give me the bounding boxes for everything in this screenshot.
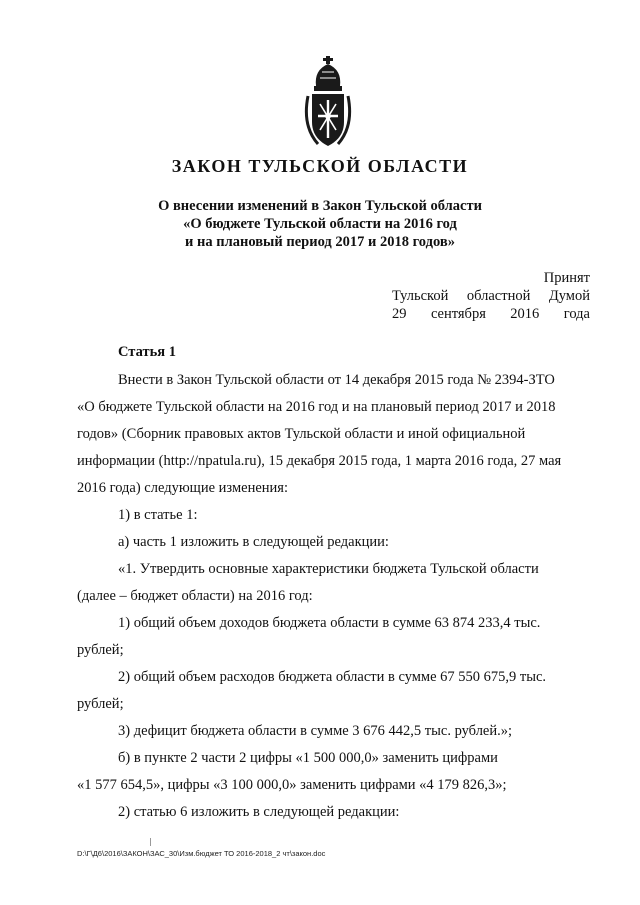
law-title: ЗАКОН ТУЛЬСКОЙ ОБЛАСТИ	[171, 156, 469, 176]
law-subtitle-line-2: «О бюджете Тульской области на 2016 год	[183, 216, 457, 232]
item-1b-line-1: б) в пункте 2 части 2 цифры «1 500 000,0» заменить цифрами	[118, 750, 498, 766]
date-word: 2016	[510, 306, 540, 322]
expense-line-2: рублей;	[77, 696, 124, 712]
adopted-by-duma	[392, 288, 590, 305]
intro-line-3: годов» (Сборник правовых актов Тульской области и иной официальной	[77, 426, 526, 442]
expense-line-1: 2) общий объем расходов бюджета области в сумме 67 550 675,9 тыс.	[118, 669, 547, 685]
law-subtitle-line-1: О внесении изменений в Закон Тульской области	[158, 198, 482, 214]
item-1b-line-2: «1 577 654,5», цифры «3 100 000,0» заменить цифрами «4 179 826,3»;	[77, 777, 507, 793]
law-subtitle-line-3: и на плановый период 2017 и 2018 годов»	[185, 234, 455, 250]
item-1: 1) в статье 1:	[118, 507, 198, 523]
date-word: сентября	[430, 306, 486, 322]
adopted-word: Думой	[548, 288, 590, 304]
article-heading: Статья 1	[118, 344, 176, 360]
deficit-line: 3) дефицит бюджета области в сумме 3 676 442,5 тыс. рублей.»;	[118, 723, 513, 739]
adopted-word: областной	[466, 288, 531, 304]
footer-file-path: D:\Г\Д6\2016\ЗАКОН\ЗАС_30\Изм.бюджет ТО 2016-2018_2 чт\закон.doc	[77, 849, 326, 858]
tula-coat-of-arms-icon	[300, 56, 356, 152]
adoption-date	[392, 306, 590, 323]
item-1a: а) часть 1 изложить в следующей редакции:	[118, 534, 389, 550]
revenue-line-1: 1) общий объем доходов бюджета области в сумме 63 874 233,4 тыс.	[118, 615, 541, 631]
item-2: 2) статью 6 изложить в следующей редакции:	[118, 804, 400, 820]
adopted-word: Тульской	[392, 288, 449, 304]
revenue-line-2: рублей;	[77, 642, 124, 658]
date-word: года	[563, 306, 590, 322]
page-mark	[150, 838, 151, 846]
intro-line-5: 2016 года) следующие изменения:	[77, 480, 288, 496]
intro-line-1: Внести в Закон Тульской области от 14 декабря 2015 года № 2394-ЗТО	[118, 372, 555, 388]
quote-line-2: (далее – бюджет области) на 2016 год:	[77, 588, 313, 604]
intro-line-2: «О бюджете Тульской области на 2016 год и на плановый период 2017 и 2018	[77, 399, 556, 415]
intro-line-4: информации (http://npatula.ru), 15 декабря 2015 года, 1 марта 2016 года, 27 мая	[77, 453, 562, 469]
quote-line-1: «1. Утвердить основные характеристики бюджета Тульской области	[118, 561, 539, 577]
adopted-label: Принят	[543, 270, 590, 286]
date-word: 29	[392, 306, 407, 322]
